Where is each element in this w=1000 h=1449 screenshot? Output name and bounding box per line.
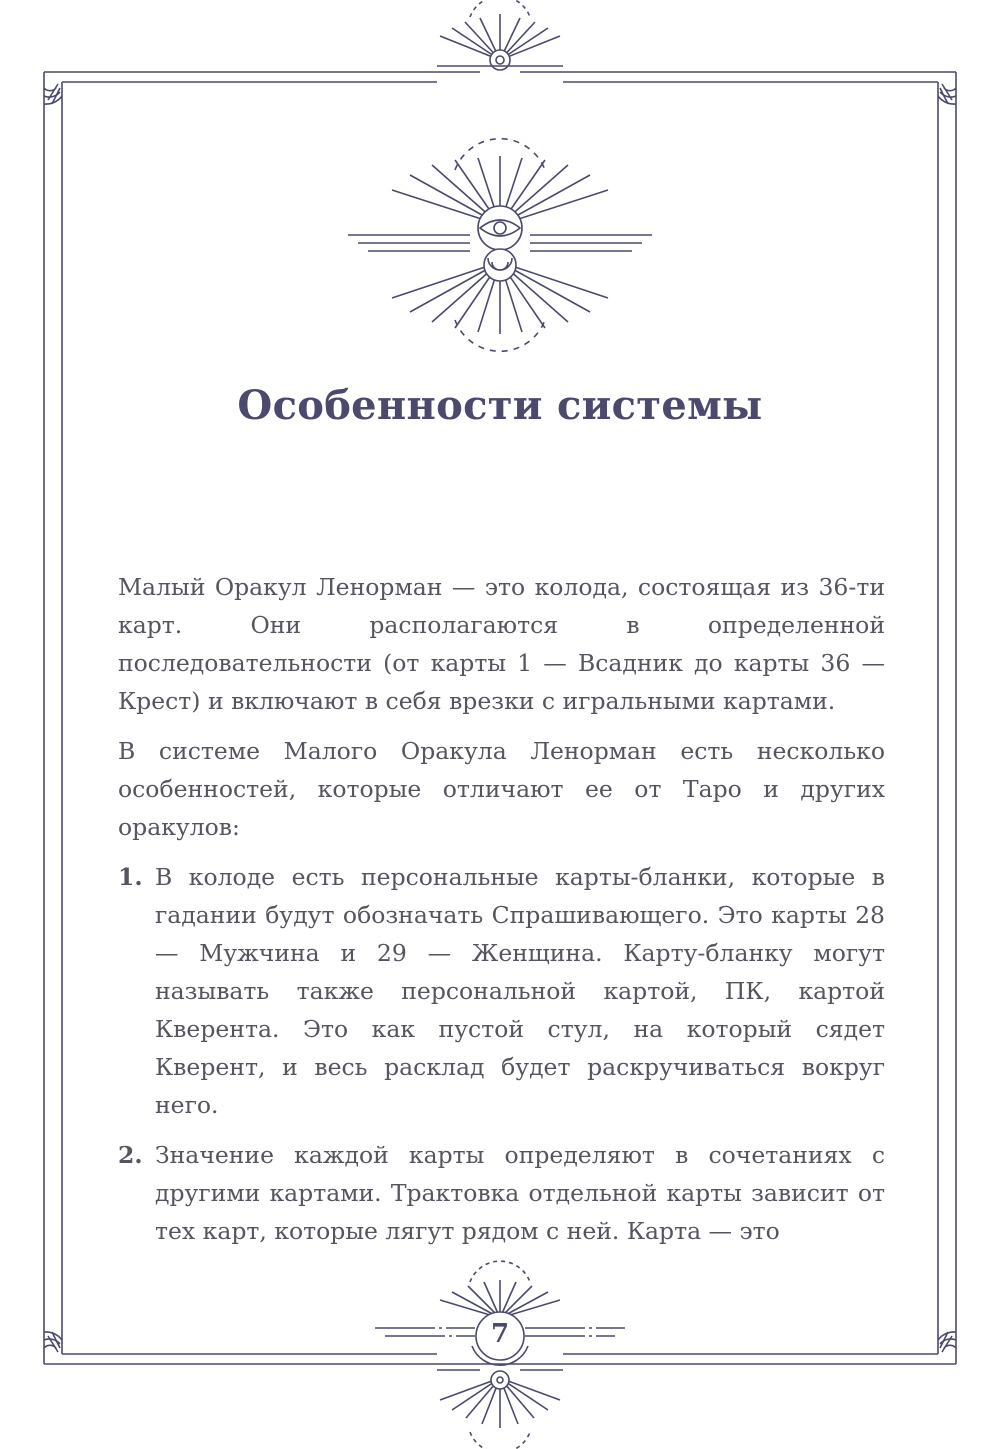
corner-fan-top-left [44,84,62,104]
list-item-text: В колоде есть персональные карты-бланки, которые в гадании будут обозначать Спрашивающего. Это карты 28 — Мужчина и 29 — Женщина. Карту-бланку могут называть также персональной картой, ПК, картой Кверента. Это как пустой стул, на который сядет Кверент, и весь расклад будет раскручиваться вокруг него. [155,863,885,1119]
list-item-number: 2. [118,1141,143,1169]
paragraph: Малый Оракул Ленорман — это колода, состоящая из 36-ти карт. Они располагаются в определенной последовательности (от карты 1 — Всадник до карты 36 — Крест) и включают в себя врезки с игральными картами. [118,573,885,715]
page-title: Особенности системы [237,382,763,429]
corner-fan-bottom-right [938,1332,956,1352]
title-sun-ornament [348,139,652,352]
list-item-number: 1. [118,863,143,891]
body-text [118,568,885,1262]
bottom-sun-ornament [375,1261,625,1365]
bottom-edge-ornament [437,1364,563,1449]
numbered-list [118,858,885,1250]
list-item [118,858,885,1124]
corner-fan-top-right [938,84,956,104]
paragraph: В системе Малого Оракула Ленорман есть несколько особенностей, которые отличают ее от Таро и других оракулов: [118,737,885,841]
top-sun-ornament [437,0,563,72]
list-item-text: Значение каждой карты определяют в сочетаниях с другими картами. Трактовка отдельной карты зависит от тех карт, которые лягут рядом с ней. Карта — это [155,1141,885,1245]
corner-fan-bottom-left [44,1332,62,1352]
page-number: 7 [490,1319,510,1349]
list-item [118,1136,885,1250]
